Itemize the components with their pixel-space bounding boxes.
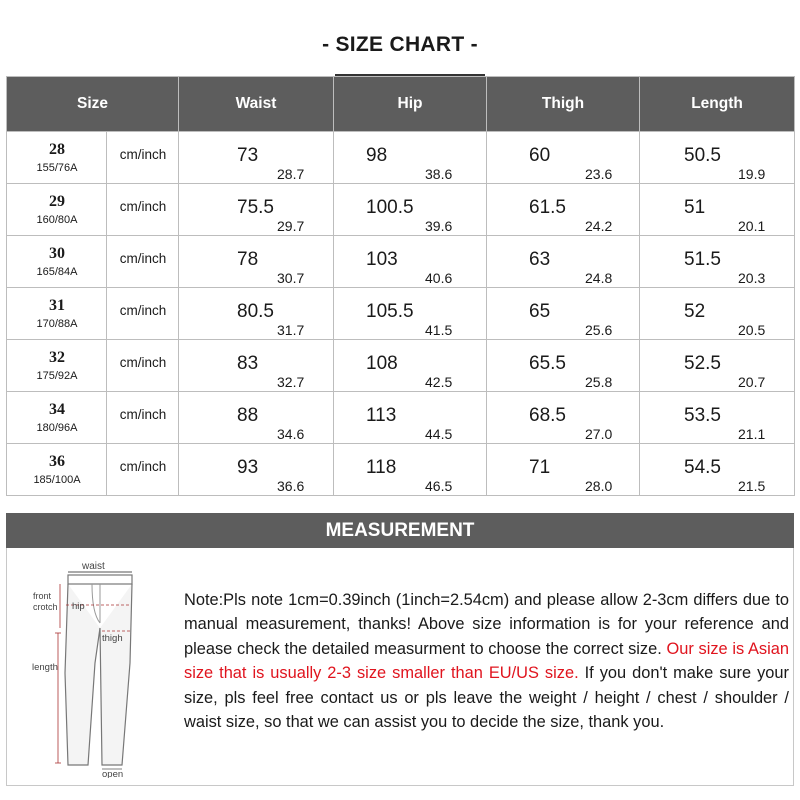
waist-cell [179, 392, 334, 444]
length-cm: 53.5 [684, 405, 721, 426]
waist-cell [179, 340, 334, 392]
waist-inch: 31.7 [277, 322, 305, 338]
waist-cell [179, 132, 334, 184]
page-title: - SIZE CHART - [322, 33, 478, 56]
length-inch: 21.5 [738, 478, 766, 494]
thigh-inch: 27.0 [585, 426, 613, 442]
unit-label: cm/inch [119, 355, 167, 370]
length-inch: 20.7 [738, 374, 766, 390]
unit-cell [107, 132, 179, 184]
waist-inch: 36.6 [277, 478, 305, 494]
length-cm: 52 [684, 301, 706, 322]
table-row [7, 236, 795, 288]
thigh-inch: 25.8 [585, 374, 613, 390]
table-header-row [7, 77, 795, 132]
thigh-inch: 23.6 [585, 166, 613, 182]
unit-label: cm/inch [119, 147, 167, 162]
length-cell [640, 132, 795, 184]
hip-inch: 38.6 [425, 166, 453, 182]
thigh-cell [487, 340, 640, 392]
body-size: 180/96A [36, 422, 78, 434]
body-size: 160/80A [36, 214, 78, 226]
unit-cell [107, 444, 179, 496]
body-size: 155/76A [36, 162, 78, 174]
hip-cell [334, 236, 487, 288]
header-thigh: Thigh [487, 77, 640, 132]
length-inch: 21.1 [738, 426, 766, 442]
size-cell [7, 236, 107, 288]
size-cell [7, 340, 107, 392]
size-cell [7, 444, 107, 496]
unit-label: cm/inch [119, 407, 167, 422]
hip-cm: 103 [366, 249, 398, 270]
unit-label: cm/inch [119, 459, 167, 474]
unit-label: cm/inch [119, 303, 167, 318]
thigh-cm: 63 [529, 249, 551, 270]
thigh-cm: 61.5 [529, 197, 566, 218]
diagram-label-hip: hip [72, 601, 85, 612]
unit-cell [107, 184, 179, 236]
length-cell [640, 288, 795, 340]
measurement-note [184, 588, 789, 734]
hip-cell [334, 288, 487, 340]
waist-inch: 32.7 [277, 374, 305, 390]
note-text-end: If you don't make sure your size, pls feel free contact us or pls leave the weight / height / chest / shoulder / waist size, so that we can assist you to decide the size, thank you. [184, 664, 789, 732]
size-cell [7, 132, 107, 184]
hip-cm: 105.5 [366, 301, 414, 322]
size-value: 30 [49, 245, 65, 262]
length-cell [640, 184, 795, 236]
waist-cell [179, 184, 334, 236]
length-cell [640, 392, 795, 444]
diagram-label-waist: waist [82, 561, 105, 572]
thigh-cell [487, 132, 640, 184]
length-cm: 54.5 [684, 457, 721, 478]
note-text: Note:Pls note 1cm=0.39inch (1inch=2.54cm) and please allow 2-3cm differs due to manual measurement, thanks! Above size information is for your reference and please check the detailed measurment to choose the correct size. [184, 591, 789, 658]
diagram-label-length: length [32, 662, 58, 673]
thigh-cell [487, 392, 640, 444]
table-row [7, 392, 795, 444]
body-size: 165/84A [36, 266, 78, 278]
table-row [7, 288, 795, 340]
hip-cell [334, 340, 487, 392]
note-warning: Our size is Asian size that is usually 2-3 size smaller than EU/US size. [184, 639, 789, 683]
length-inch: 20.3 [738, 270, 766, 286]
unit-cell [107, 288, 179, 340]
length-inch: 19.9 [738, 166, 766, 182]
length-cell [640, 340, 795, 392]
length-cell [640, 444, 795, 496]
hip-inch: 42.5 [425, 374, 453, 390]
thigh-cm: 60 [529, 145, 551, 166]
waist-cm: 75.5 [237, 197, 274, 218]
length-inch: 20.5 [738, 322, 766, 338]
hip-cm: 113 [366, 405, 397, 426]
diagram-label-crotch: crotch [33, 602, 58, 612]
size-value: 36 [49, 453, 65, 470]
thigh-cell [487, 236, 640, 288]
hip-inch: 44.5 [425, 426, 453, 442]
size-value: 28 [49, 141, 65, 158]
length-cell [640, 236, 795, 288]
hip-cm: 118 [366, 457, 397, 478]
table-row [7, 132, 795, 184]
unit-label: cm/inch [119, 199, 167, 214]
hip-inch: 41.5 [425, 322, 453, 338]
header-waist: Waist [179, 77, 334, 132]
thigh-inch: 24.2 [585, 218, 613, 234]
length-inch: 20.1 [738, 218, 766, 234]
unit-cell [107, 340, 179, 392]
unit-cell [107, 392, 179, 444]
hip-cell [334, 132, 487, 184]
size-cell [7, 288, 107, 340]
size-cell [7, 392, 107, 444]
waist-inch: 30.7 [277, 270, 305, 286]
hip-inch: 40.6 [425, 270, 453, 286]
body-size: 170/88A [36, 318, 78, 330]
measurement-heading: MEASUREMENT [6, 513, 794, 548]
header-hip: Hip [334, 77, 487, 132]
hip-inch: 46.5 [425, 478, 453, 494]
hip-cell [334, 184, 487, 236]
thigh-inch: 28.0 [585, 478, 613, 494]
waist-cell [179, 288, 334, 340]
hip-cm: 100.5 [366, 197, 414, 218]
table-row [7, 184, 795, 236]
body-size: 175/92A [36, 370, 78, 382]
unit-cell [107, 236, 179, 288]
diagram-label-open: open [102, 769, 124, 778]
size-value: 34 [49, 401, 65, 418]
waist-inch: 34.6 [277, 426, 305, 442]
hip-cell [334, 392, 487, 444]
unit-label: cm/inch [119, 251, 167, 266]
diagram-label-thigh: thigh [102, 633, 123, 644]
thigh-inch: 25.6 [585, 322, 613, 338]
length-cm: 50.5 [684, 145, 721, 166]
waist-cm: 73 [237, 145, 259, 166]
size-cell [7, 184, 107, 236]
table-row [7, 340, 795, 392]
thigh-cell [487, 444, 640, 496]
waist-inch: 28.7 [277, 166, 305, 182]
pants-measurement-diagram [30, 553, 140, 778]
thigh-cell [487, 288, 640, 340]
size-chart-table [6, 76, 795, 496]
waist-cm: 83 [237, 353, 259, 374]
size-value: 32 [49, 349, 65, 366]
header-size: Size [7, 77, 179, 132]
thigh-cell [487, 184, 640, 236]
length-cm: 52.5 [684, 353, 721, 374]
hip-inch: 39.6 [425, 218, 453, 234]
size-value: 29 [49, 193, 65, 210]
thigh-cm: 68.5 [529, 405, 566, 426]
waist-cm: 93 [237, 457, 259, 478]
waist-cell [179, 444, 334, 496]
size-value: 31 [49, 297, 65, 314]
diagram-label-front: front [33, 591, 52, 601]
waist-cell [179, 236, 334, 288]
hip-cm: 108 [366, 353, 398, 374]
header-length: Length [640, 77, 795, 132]
waist-inch: 29.7 [277, 218, 305, 234]
thigh-inch: 24.8 [585, 270, 613, 286]
hip-cell [334, 444, 487, 496]
table-row [7, 444, 795, 496]
length-cm: 51.5 [684, 249, 721, 270]
thigh-cm: 65 [529, 301, 551, 322]
length-cm: 51 [684, 197, 706, 218]
thigh-cm: 65.5 [529, 353, 566, 374]
waist-cm: 80.5 [237, 301, 274, 322]
thigh-cm: 71 [529, 457, 551, 478]
hip-cm: 98 [366, 145, 388, 166]
waist-cm: 78 [237, 249, 259, 270]
waist-cm: 88 [237, 405, 259, 426]
body-size: 185/100A [33, 474, 81, 486]
